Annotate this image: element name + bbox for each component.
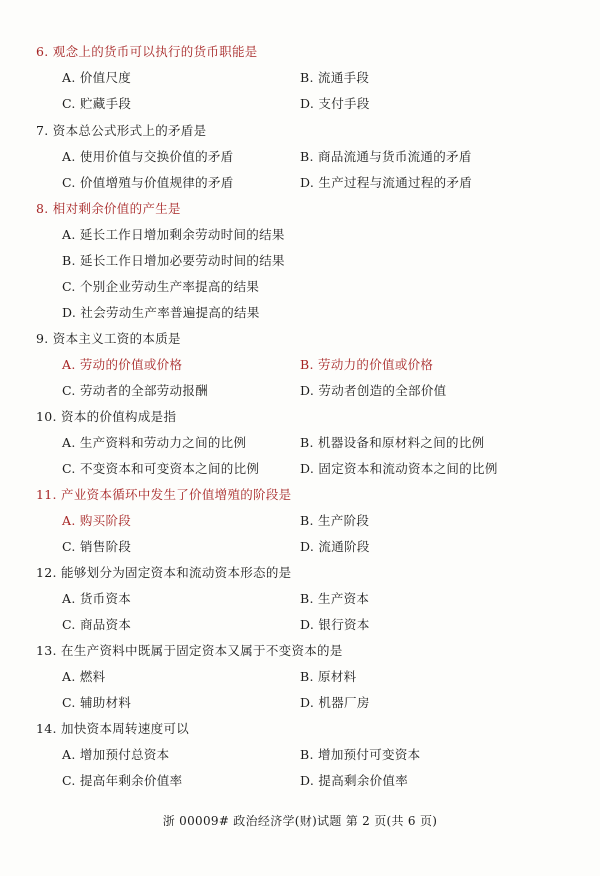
question-7-stem: 7. 资本总公式形式上的矛盾是 <box>36 123 207 138</box>
q10-option-c: C. 不变资本和可变资本之间的比例 <box>62 461 260 476</box>
question-12-stem: 12. 能够划分为固定资本和流动资本形态的是 <box>36 565 292 580</box>
q7-option-b: B. 商品流通与货币流通的矛盾 <box>300 149 472 164</box>
q6-option-a: A. 价值尺度 <box>62 70 132 85</box>
q9-option-b: B. 劳动力的价值或价格 <box>300 357 434 372</box>
q11-option-a: A. 购买阶段 <box>62 513 132 528</box>
q6-option-d: D. 支付手段 <box>300 96 370 111</box>
question-9-stem: 9. 资本主义工资的本质是 <box>36 331 181 346</box>
q13-option-c: C. 辅助材料 <box>62 695 132 710</box>
q12-option-d: D. 银行资本 <box>300 617 370 632</box>
q6-option-b: B. 流通手段 <box>300 70 370 85</box>
q11-option-c: C. 销售阶段 <box>62 539 132 554</box>
q10-option-a: A. 生产资料和劳动力之间的比例 <box>62 435 247 450</box>
question-11-stem: 11. 产业资本循环中发生了价值增殖的阶段是 <box>36 487 292 502</box>
q13-option-d: D. 机器厂房 <box>300 695 370 710</box>
q10-option-b: B. 机器设备和原材料之间的比例 <box>300 435 485 450</box>
q9-option-c: C. 劳动者的全部劳动报酬 <box>62 383 208 398</box>
q14-option-a: A. 增加预付总资本 <box>62 747 170 762</box>
q12-option-c: C. 商品资本 <box>62 617 132 632</box>
q7-option-a: A. 使用价值与交换价值的矛盾 <box>62 149 234 164</box>
q7-option-d: D. 生产过程与流通过程的矛盾 <box>300 175 473 190</box>
question-6-stem: 6. 观念上的货币可以执行的货币职能是 <box>36 44 258 59</box>
page-footer: 浙 00009# 政治经济学(财)试题 第 2 页(共 6 页) <box>162 814 438 828</box>
q8-option-b: B. 延长工作日增加必要劳动时间的结果 <box>62 253 285 268</box>
q8-option-c: C. 个别企业劳动生产率提高的结果 <box>62 279 260 294</box>
q8-option-d: D. 社会劳动生产率普遍提高的结果 <box>62 305 260 320</box>
q9-option-a: A. 劳动的价值或价格 <box>62 357 183 372</box>
q13-option-b: B. 原材料 <box>300 669 357 684</box>
q8-option-a: A. 延长工作日增加剩余劳动时间的结果 <box>62 227 285 242</box>
q11-option-d: D. 流通阶段 <box>300 539 370 554</box>
q10-option-d: D. 固定资本和流动资本之间的比例 <box>300 461 498 476</box>
q14-option-d: D. 提高剩余价值率 <box>300 773 409 788</box>
question-8-stem: 8. 相对剩余价值的产生是 <box>36 201 181 216</box>
question-10-stem: 10. 资本的价值构成是指 <box>36 409 177 424</box>
q11-option-b: B. 生产阶段 <box>300 513 370 528</box>
q13-option-a: A. 燃料 <box>62 669 106 684</box>
q14-option-b: B. 增加预付可变资本 <box>300 747 421 762</box>
question-13-stem: 13. 在生产资料中既属于固定资本又属于不变资本的是 <box>36 643 343 658</box>
q12-option-b: B. 生产资本 <box>300 591 370 606</box>
q12-option-a: A. 货币资本 <box>62 591 132 606</box>
q6-option-c: C. 贮藏手段 <box>62 96 132 111</box>
q9-option-d: D. 劳动者创造的全部价值 <box>300 383 447 398</box>
q7-option-c: C. 价值增殖与价值规律的矛盾 <box>62 175 234 190</box>
q14-option-c: C. 提高年剩余价值率 <box>62 773 183 788</box>
question-14-stem: 14. 加快资本周转速度可以 <box>36 721 190 736</box>
